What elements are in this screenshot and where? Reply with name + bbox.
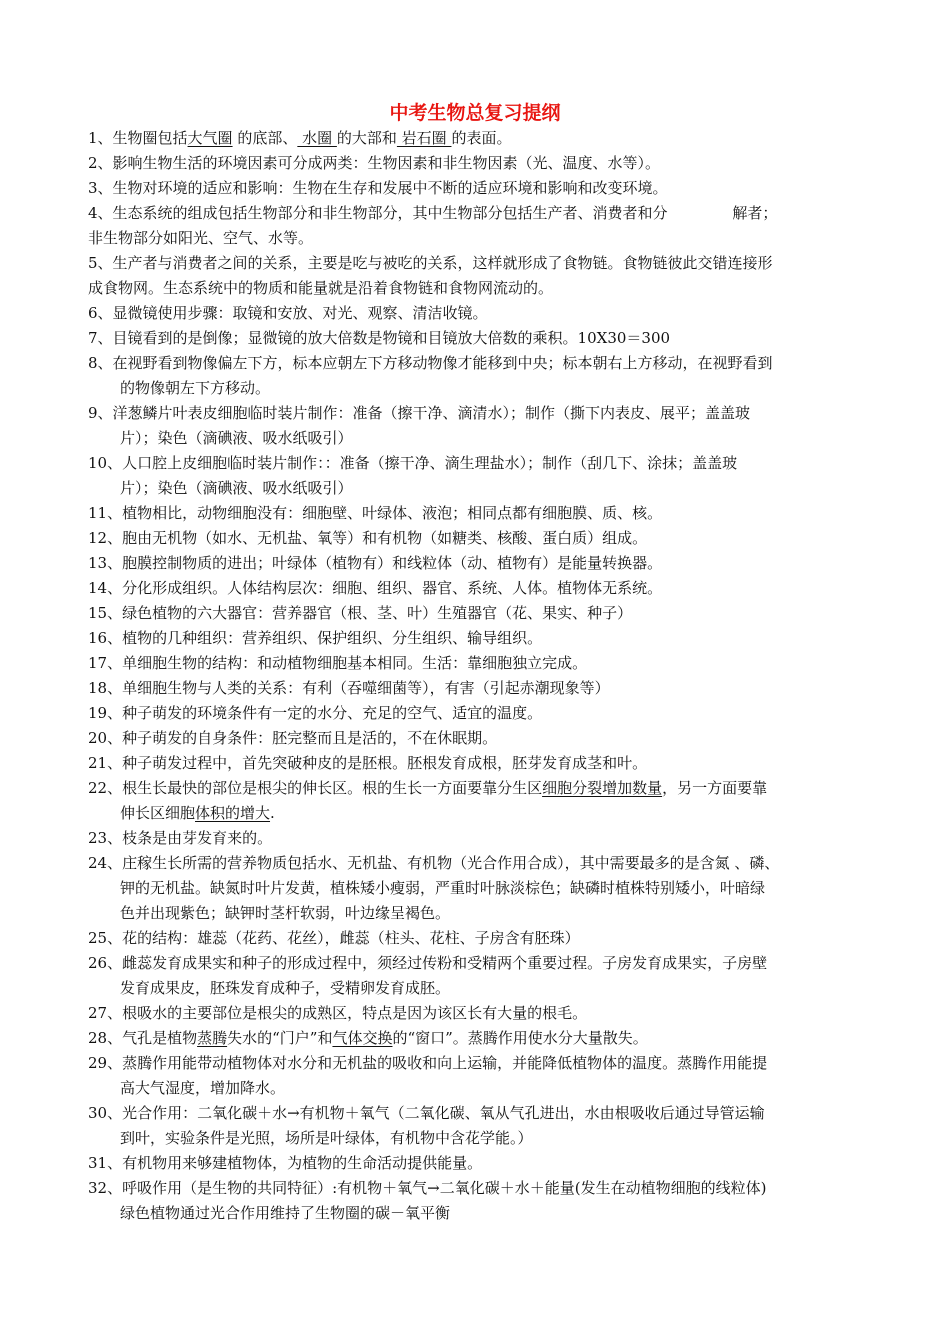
outline-item: 27、根吸水的主要部位是根尖的成熟区，特点是因为该区长有大量的根毛。: [88, 1004, 588, 1022]
outline-item-continuation: 片）；染色（滴碘液、吸水纸吸引）: [120, 429, 353, 447]
outline-item: 28、气孔是植物蒸腾失水的“门户”和气体交换的“窗口”。蒸腾作用使水分大量散失。: [88, 1029, 648, 1047]
outline-item: 32、呼吸作用（是生物的共同特征）:有机物＋氧气→二氧化碳＋水＋能量(发生在动植物细胞的线粒体): [88, 1179, 767, 1197]
outline-item-continuation: 发育成果皮，胚珠发育成种子，受精卵发育成胚。: [120, 979, 451, 997]
outline-item: 8、在视野看到物像偏左下方，标本应朝左下方移动物像才能移到中央；标本朝右上方移动，在视野看到: [88, 354, 773, 372]
outline-item: 20、种子萌发的自身条件：胚完整而且是活的，不在休眠期。: [88, 729, 498, 747]
outline-item-continuation: 色并出现紫色；缺钾时茎杆软弱，叶边缘呈褐色。: [120, 904, 451, 922]
outline-item: 6、显微镜使用步骤：取镜和安放、对光、观察、清洁收镜。: [88, 304, 488, 322]
outline-item: 16、植物的几种组织：营养组织、保护组织、分生组织、输导组织。: [88, 629, 543, 647]
outline-item-continuation: 的物像朝左下方移动。: [120, 379, 271, 397]
outline-item: 29、蒸腾作用能带动植物体对水分和无机盐的吸收和向上运输，并能降低植物体的温度。蒸腾作用能提: [88, 1054, 768, 1072]
outline-item: 17、单细胞生物的结构：和动植物细胞基本相同。生活：靠细胞独立完成。: [88, 654, 588, 672]
outline-item: 25、花的结构：雄蕊（花药、花丝），雌蕊（柱头、花柱、子房含有胚珠）: [88, 929, 580, 947]
outline-item-continuation: 片）；染色（滴碘液、吸水纸吸引）: [120, 479, 353, 497]
outline-item: 1、生物圈包括大气圈 的底部、 水圈 的大部和 岩石圈 的表面。: [88, 129, 512, 147]
outline-item: 11、植物相比，动物细胞没有：细胞壁、叶绿体、液泡；相同点都有细胞膜、质、核。: [88, 504, 663, 522]
outline-item: 2、影响生物生活的环境因素可分成两类：生物因素和非生物因素（光、温度、水等）。: [88, 154, 661, 172]
outline-item-continuation: 伸长区细胞体积的增大.: [120, 804, 275, 822]
outline-item: 3、生物对环境的适应和影响：生物在生存和发展中不断的适应环境和影响和改变环境。: [88, 179, 668, 197]
outline-item: 15、绿色植物的六大器官：营养器官（根、茎、叶）生殖器官（花、果实、种子）: [88, 604, 633, 622]
outline-item: 18、单细胞生物与人类的关系：有利（吞噬细菌等），有害（引起赤潮现象等）: [88, 679, 610, 697]
outline-item: 13、胞膜控制物质的进出；叶绿体（植物有）和线粒体（动、植物有）是能量转换器。: [88, 554, 663, 572]
outline-list: [88, 126, 888, 1226]
outline-item-continuation: 成食物网。生态系统中的物质和能量就是沿着食物链和食物网流动的。: [88, 279, 554, 297]
outline-item: 31、有机物用来够建植物体，为植物的生命活动提供能量。: [88, 1154, 483, 1172]
outline-item: 9、洋葱鳞片叶表皮细胞临时装片制作：准备（擦干净、滴清水）；制作（撕下内表皮、展平；盖盖玻: [88, 404, 751, 422]
outline-item-continuation: 高大气湿度，增加降水。: [120, 1079, 286, 1097]
outline-item: 19、种子萌发的环境条件有一定的水分、充足的空气、适宜的温度。: [88, 704, 543, 722]
outline-item: 22、根生长最快的部位是根尖的伸长区。根的生长一方面要靠分生区细胞分裂增加数量，另一方面要靠: [88, 779, 768, 797]
outline-item-continuation: 钾的无机盐。缺氮时叶片发黄，植株矮小瘦弱，严重时叶脉淡棕色；缺磷时植株特别矮小，叶暗绿: [120, 879, 766, 897]
outline-item: 23、枝条是由芽发育来的。: [88, 829, 273, 847]
outline-item: 21、种子萌发过程中，首先突破种皮的是胚根。胚根发育成根，胚芽发育成茎和叶。: [88, 754, 648, 772]
outline-item: 7、目镜看到的是倒像；显微镜的放大倍数是物镜和目镜放大倍数的乘积。10X30＝300: [88, 329, 671, 347]
outline-item: 4、生态系统的组成包括生物部分和非生物部分，其中生物部分包括生产者、消费者和分 解者；: [88, 204, 778, 222]
outline-item: 26、雌蕊发育成果实和种子的形成过程中，须经过传粉和受精两个重要过程。子房发育成果实，子房壁: [88, 954, 768, 972]
outline-item: 12、胞由无机物（如水、无机盐、氧等）和有机物（如糖类、核酸、蛋白质）组成。: [88, 529, 648, 547]
outline-item: 10、人口腔上皮细胞临时装片制作：：准备（擦干净、滴生理盐水）；制作（刮几下、涂抹；盖盖玻: [88, 454, 738, 472]
outline-item-continuation: 到叶，实验条件是光照，场所是叶绿体，有机物中含花学能。）: [120, 1129, 533, 1147]
outline-item: 14、分化形成组织。人体结构层次：细胞、组织、器官、系统、人体。植物体无系统。: [88, 579, 663, 597]
page-title: 中考生物总复习提纲: [389, 102, 561, 124]
outline-item-continuation: 非生物部分如阳光、空气、水等。: [88, 229, 314, 247]
outline-item: 5、生产者与消费者之间的关系，主要是吃与被吃的关系，这样就形成了食物链。食物链彼此交错连接形: [88, 254, 773, 272]
outline-item: 24、庄稼生长所需的营养物质包括水、无机盐、有机物（光合作用合成），其中需要最多的是含氮 、磷、: [88, 854, 780, 872]
outline-item: 30、光合作用：二氧化碳＋水→有机物＋氧气（二氧化碳、氧从气孔进出，水由根吸收后通过导管运输: [88, 1104, 765, 1122]
outline-item-continuation: 绿色植物通过光合作用维持了生物圈的碳－氧平衡: [120, 1204, 451, 1222]
